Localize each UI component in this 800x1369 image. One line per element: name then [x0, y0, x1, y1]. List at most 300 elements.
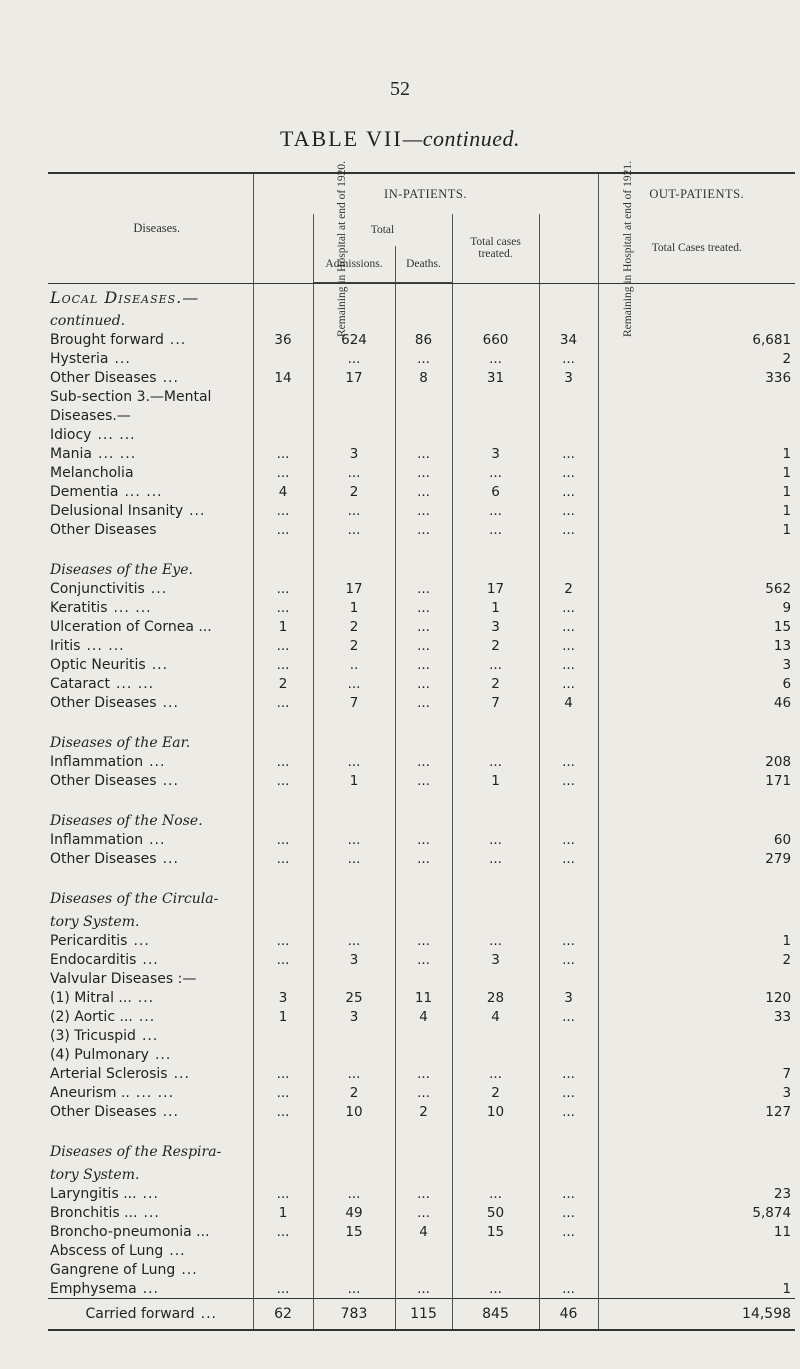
out-patients-header: OUT-PATIENTS.: [598, 173, 795, 214]
deaths-cell: [395, 539, 452, 556]
remaining-1921-cell: [539, 307, 598, 330]
remaining-1920-cell: 36: [253, 330, 313, 349]
row-label-text: Diseases.—: [50, 407, 131, 424]
row-label-text: Diseases of the Circula-: [50, 890, 219, 907]
deaths-cell: 115: [395, 1299, 452, 1331]
out-patients-cell: [598, 1260, 795, 1279]
row-label: [48, 931, 253, 950]
total-cases-cell: [452, 712, 539, 729]
admissions-cell: 1: [313, 771, 395, 790]
out-patients-cell: 60: [598, 830, 795, 849]
row-label: [48, 1083, 253, 1102]
table-row: [48, 830, 795, 849]
remaining-1920-cell: 1: [253, 1007, 313, 1026]
section-heading-row: [48, 908, 795, 931]
out-patients-cell: [598, 790, 795, 807]
remaining-1921-cell: ...: [539, 931, 598, 950]
table-row: [48, 368, 795, 387]
table-row: [48, 752, 795, 771]
row-label-leader-dots: ...: [142, 1280, 160, 1297]
row-label: [48, 307, 253, 330]
table-row: [48, 617, 795, 636]
row-label-leader-dots: ... ...: [113, 599, 152, 616]
remaining-1920-cell: ...: [253, 1279, 313, 1299]
total-cases-cell: 660: [452, 330, 539, 349]
remaining-1920-cell: [253, 1045, 313, 1064]
out-patients-cell: 2: [598, 950, 795, 969]
remaining-1920-cell: ...: [253, 830, 313, 849]
row-label-text: Other Diseases: [50, 521, 157, 538]
out-patients-cell: 9: [598, 598, 795, 617]
row-label: [48, 556, 253, 579]
total-cases-cell: ...: [452, 931, 539, 950]
total-cases-cell: ...: [452, 501, 539, 520]
remaining-1920-cell: 1: [253, 617, 313, 636]
remaining-1920-cell: [253, 712, 313, 729]
remaining-1920-cell: ...: [253, 598, 313, 617]
deaths-cell: ...: [395, 1184, 452, 1203]
admissions-cell: [313, 1026, 395, 1045]
remaining-1920-cell: ...: [253, 1222, 313, 1241]
total-cases-cell: 4: [452, 1007, 539, 1026]
row-label-leader-dots: ...: [141, 1027, 159, 1044]
row-label-text: Abscess of Lung: [50, 1242, 164, 1259]
admissions-cell: [313, 406, 395, 425]
row-label: [48, 1007, 253, 1026]
remaining-1921-cell: ...: [539, 1102, 598, 1121]
admissions-cell: [313, 908, 395, 931]
row-label: [48, 463, 253, 482]
disease-table: [48, 160, 795, 1331]
total-cases-cell: [452, 1241, 539, 1260]
admissions-cell: [313, 284, 395, 308]
deaths-cell: [395, 1045, 452, 1064]
row-label: [48, 885, 253, 908]
deaths-cell: 4: [395, 1222, 452, 1241]
remaining-1921-cell: [539, 1026, 598, 1045]
total-cases-cell: [452, 807, 539, 830]
out-patients-cell: 562: [598, 579, 795, 598]
remaining-1920-cell: ...: [253, 1064, 313, 1083]
table-row: [48, 1203, 795, 1222]
deaths-cell: [395, 790, 452, 807]
out-patients-cell: 1: [598, 482, 795, 501]
remaining-1920-cell: [253, 387, 313, 406]
remaining-1920-cell: [253, 969, 313, 988]
deaths-cell: ...: [395, 752, 452, 771]
remaining-1920-cell: [253, 1241, 313, 1260]
admissions-cell: ...: [313, 349, 395, 368]
admissions-cell: ...: [313, 830, 395, 849]
table-row: [48, 1064, 795, 1083]
row-label: [48, 729, 253, 752]
deaths-cell: 86: [395, 330, 452, 349]
deaths-cell: ...: [395, 501, 452, 520]
admissions-cell: [313, 387, 395, 406]
row-label: [48, 807, 253, 830]
remaining-1921-cell: [539, 969, 598, 988]
out-patients-cell: 13: [598, 636, 795, 655]
total-cases-cell: 845: [452, 1299, 539, 1331]
row-label-text: Other Diseases: [50, 369, 157, 386]
admissions-cell: [313, 1045, 395, 1064]
row-label: [48, 790, 253, 807]
total-cases-cell: 2: [452, 636, 539, 655]
remaining-1921-cell: ...: [539, 830, 598, 849]
remaining-1921-cell: [539, 908, 598, 931]
table-row: [48, 1026, 795, 1045]
total-cases-cell: 28: [452, 988, 539, 1007]
remaining-1920-cell: [253, 284, 313, 308]
out-patients-cell: [598, 1241, 795, 1260]
total-cases-cell: ...: [452, 520, 539, 539]
total-cases-cell: [452, 1121, 539, 1138]
total-cases-cell: ...: [452, 349, 539, 368]
row-label: [48, 693, 253, 712]
admissions-cell: 2: [313, 636, 395, 655]
admissions-cell: 3: [313, 444, 395, 463]
deaths-cell: [395, 807, 452, 830]
admissions-cell: [313, 307, 395, 330]
out-patients-cell: [598, 807, 795, 830]
admissions-cell: 49: [313, 1203, 395, 1222]
admissions-cell: ...: [313, 849, 395, 868]
row-label-text: Other Diseases: [50, 850, 157, 867]
remaining-1921-cell: ...: [539, 1083, 598, 1102]
remaining-1920-cell: [253, 406, 313, 425]
admissions-cell: [313, 1161, 395, 1184]
total-cases-cell: 3: [452, 444, 539, 463]
admissions-cell: [313, 885, 395, 908]
deaths-cell: [395, 284, 452, 308]
section-heading-row: [48, 1161, 795, 1184]
remaining-1921-cell: [539, 1138, 598, 1161]
admissions-cell: [313, 1260, 395, 1279]
deaths-cell: [395, 885, 452, 908]
section-heading-row: [48, 1138, 795, 1161]
admissions-cell: 25: [313, 988, 395, 1007]
table-row: [48, 693, 795, 712]
out-patients-cell: 11: [598, 1222, 795, 1241]
spacer-row: [48, 1121, 795, 1138]
remaining-1921-cell: [539, 1241, 598, 1260]
remaining-1920-cell: ...: [253, 931, 313, 950]
row-label-text: Diseases of the Ear.: [50, 734, 191, 751]
deaths-cell: [395, 1161, 452, 1184]
remaining-1920-cell: [253, 539, 313, 556]
deaths-cell: ...: [395, 931, 452, 950]
out-patients-cell: 1: [598, 931, 795, 950]
table-row: [48, 444, 795, 463]
deaths-cell: [395, 387, 452, 406]
out-patients-cell: 14,598: [598, 1299, 795, 1331]
remaining-1921-cell: ...: [539, 1007, 598, 1026]
deaths-cell: [395, 908, 452, 931]
row-label-leader-dots: ...: [162, 850, 179, 867]
table-row: [48, 406, 795, 425]
out-patients-cell: [598, 539, 795, 556]
out-patients-cell: 336: [598, 368, 795, 387]
total-cases-cell: [452, 387, 539, 406]
row-label: [48, 1138, 253, 1161]
row-label-text: Iritis: [50, 637, 81, 654]
row-label-text: Diseases of the Nose.: [50, 812, 203, 829]
total-cases-cell: [452, 425, 539, 444]
remaining-1920-cell: ...: [253, 463, 313, 482]
total-cases-cell: 15: [452, 1222, 539, 1241]
remaining-1921-header-text: Remaining in Hospital at end of 1921.: [621, 160, 634, 337]
deaths-cell: ...: [395, 520, 452, 539]
admissions-cell: 3: [313, 950, 395, 969]
out-patients-cell: [598, 425, 795, 444]
row-label-leader-dots: ...: [162, 772, 179, 789]
admissions-cell: 7: [313, 693, 395, 712]
row-label: [48, 1203, 253, 1222]
row-label-leader-dots: ...: [142, 1185, 159, 1202]
row-label-leader-dots: ...: [162, 369, 179, 386]
remaining-1920-cell: [253, 1161, 313, 1184]
remaining-1920-cell: ...: [253, 752, 313, 771]
out-patients-cell: 120: [598, 988, 795, 1007]
row-label-leader-dots: ...: [149, 753, 166, 770]
row-label-text: tory System.: [50, 1166, 140, 1183]
row-label-text: Inflammation: [50, 753, 144, 770]
remaining-1920-cell: ...: [253, 693, 313, 712]
section-heading-row: [48, 807, 795, 830]
out-patients-cell: 15: [598, 617, 795, 636]
remaining-1920-cell: [253, 1026, 313, 1045]
table-row: [48, 482, 795, 501]
table-title-main: TABLE VII: [279, 126, 403, 151]
out-total-cases-header: Total Cases treated.: [598, 214, 795, 283]
total-cases-cell: ...: [452, 655, 539, 674]
table-row: [48, 771, 795, 790]
row-label-leader-dots: ... ...: [124, 483, 163, 500]
deaths-cell: [395, 1260, 452, 1279]
remaining-1921-cell: [539, 1161, 598, 1184]
total-cases-cell: [452, 406, 539, 425]
table-row: [48, 501, 795, 520]
deaths-cell: ...: [395, 693, 452, 712]
remaining-1921-cell: ...: [539, 482, 598, 501]
remaining-1921-cell: ...: [539, 950, 598, 969]
row-label-text: Diseases of the Respira-: [50, 1143, 222, 1160]
out-patients-cell: 33: [598, 1007, 795, 1026]
remaining-1920-cell: [253, 307, 313, 330]
out-patients-cell: 127: [598, 1102, 795, 1121]
row-label: [48, 1161, 253, 1184]
out-patients-cell: 6,681: [598, 330, 795, 349]
row-label: [48, 1102, 253, 1121]
remaining-1921-cell: ...: [539, 752, 598, 771]
out-patients-cell: 171: [598, 771, 795, 790]
admissions-cell: 1: [313, 598, 395, 617]
totals-row: [48, 1299, 795, 1331]
admissions-cell: ...: [313, 931, 395, 950]
admissions-header: Admissions.: [313, 246, 395, 283]
row-label: [48, 617, 253, 636]
table-row: [48, 349, 795, 368]
row-label: [48, 674, 253, 693]
row-label-text: Arterial Sclerosis: [50, 1065, 168, 1082]
row-label: [48, 425, 253, 444]
deaths-cell: [395, 868, 452, 885]
table-row: [48, 655, 795, 674]
in-patients-header: IN-PATIENTS.: [253, 173, 598, 214]
remaining-1920-header-text: Remaining in Hospital at end of 1920.: [335, 160, 348, 337]
row-label-text: Aneurism ..: [50, 1084, 130, 1101]
admissions-cell: 2: [313, 617, 395, 636]
row-label: [48, 1064, 253, 1083]
deaths-cell: 8: [395, 368, 452, 387]
remaining-1921-cell: ...: [539, 598, 598, 617]
table-row: [48, 1260, 795, 1279]
table-row: [48, 988, 795, 1007]
admissions-cell: [313, 425, 395, 444]
deaths-cell: [395, 307, 452, 330]
admissions-cell: 624: [313, 330, 395, 349]
remaining-1921-cell: [539, 556, 598, 579]
deaths-cell: ...: [395, 617, 452, 636]
table-row: [48, 849, 795, 868]
deaths-cell: [395, 556, 452, 579]
deaths-cell: ...: [395, 950, 452, 969]
row-label-leader-dots: ...: [169, 1242, 186, 1259]
row-label-leader-dots: ...: [143, 1204, 160, 1221]
row-label-leader-dots: ... ...: [86, 637, 125, 654]
remaining-1921-cell: ...: [539, 444, 598, 463]
row-label: [48, 349, 253, 368]
out-patients-cell: 208: [598, 752, 795, 771]
row-label-text: Mania: [50, 445, 92, 462]
remaining-1920-cell: ...: [253, 655, 313, 674]
row-label-text: Other Diseases: [50, 1103, 157, 1120]
remaining-1920-cell: 14: [253, 368, 313, 387]
total-cases-cell: ...: [452, 752, 539, 771]
remaining-1921-cell: ...: [539, 636, 598, 655]
deaths-cell: [395, 406, 452, 425]
out-patients-cell: [598, 1161, 795, 1184]
row-label-text: Emphysema: [50, 1280, 137, 1297]
table-row: [48, 1045, 795, 1064]
remaining-1920-cell: [253, 807, 313, 830]
deaths-cell: 2: [395, 1102, 452, 1121]
remaining-1920-cell: ...: [253, 1184, 313, 1203]
remaining-1921-cell: ...: [539, 1222, 598, 1241]
row-label: [48, 539, 253, 556]
table-row: [48, 950, 795, 969]
row-label-text: tory System.: [50, 913, 140, 930]
row-label-leader-dots: ... ...: [97, 426, 136, 443]
out-patients-cell: [598, 1138, 795, 1161]
row-label-text: Other Diseases: [50, 772, 157, 789]
admissions-cell: [313, 790, 395, 807]
out-patients-cell: 23: [598, 1184, 795, 1203]
remaining-1920-cell: 62: [253, 1299, 313, 1331]
row-label-text: Laryngitis ...: [50, 1185, 137, 1202]
remaining-1920-cell: ...: [253, 1102, 313, 1121]
out-patients-cell: 6: [598, 674, 795, 693]
remaining-1920-cell: 4: [253, 482, 313, 501]
row-label: [48, 1299, 253, 1331]
total-cases-cell: 1: [452, 598, 539, 617]
row-label-leader-dots: ...: [200, 1306, 217, 1322]
total-cases-cell: [452, 307, 539, 330]
remaining-1921-cell: 2: [539, 579, 598, 598]
remaining-1921-cell: ...: [539, 617, 598, 636]
remaining-1921-cell: 4: [539, 693, 598, 712]
admissions-cell: 3: [313, 1007, 395, 1026]
row-label-text: Dementia: [50, 483, 119, 500]
table-row: [48, 1241, 795, 1260]
out-patients-cell: [598, 908, 795, 931]
disease-table-container: [48, 160, 795, 1331]
total-cases-cell: 31: [452, 368, 539, 387]
deaths-cell: [395, 1026, 452, 1045]
remaining-1920-cell: ...: [253, 849, 313, 868]
deaths-cell: ...: [395, 1279, 452, 1299]
remaining-1921-cell: ...: [539, 501, 598, 520]
remaining-1920-cell: [253, 1260, 313, 1279]
total-cases-cell: [452, 908, 539, 931]
admissions-cell: ...: [313, 1279, 395, 1299]
deaths-cell: ...: [395, 830, 452, 849]
row-label-text: Optic Neuritis: [50, 656, 146, 673]
table-body: [48, 284, 795, 1331]
out-patients-cell: [598, 969, 795, 988]
row-label: [48, 1184, 253, 1203]
deaths-header: Deaths.: [395, 246, 452, 283]
total-cases-cell: 3: [452, 617, 539, 636]
remaining-1920-cell: ...: [253, 520, 313, 539]
out-patients-cell: 1: [598, 501, 795, 520]
table-row: [48, 425, 795, 444]
table-row: [48, 636, 795, 655]
row-label-leader-dots: ... ...: [115, 675, 155, 692]
row-label-leader-dots: ...: [162, 694, 179, 711]
remaining-1920-cell: 1: [253, 1203, 313, 1222]
remaining-1921-cell: [539, 712, 598, 729]
row-label: [48, 849, 253, 868]
remaining-1920-cell: [253, 425, 313, 444]
deaths-cell: [395, 1138, 452, 1161]
table-row: [48, 387, 795, 406]
admissions-cell: 17: [313, 579, 395, 598]
total-cases-cell: [452, 1260, 539, 1279]
total-cases-cell: [452, 539, 539, 556]
remaining-1920-cell: [253, 868, 313, 885]
total-cases-cell: 1: [452, 771, 539, 790]
total-cases-cell: [452, 969, 539, 988]
out-patients-cell: [598, 387, 795, 406]
admissions-cell: 10: [313, 1102, 395, 1121]
row-label-leader-dots: ...: [169, 331, 187, 348]
row-label: [48, 752, 253, 771]
table-row: [48, 1222, 795, 1241]
row-label-text: Sub-section 3.—Mental: [50, 388, 212, 405]
table-row: [48, 1184, 795, 1203]
table-row: [48, 674, 795, 693]
remaining-1921-cell: [539, 1045, 598, 1064]
admissions-cell: [313, 556, 395, 579]
row-label: [48, 598, 253, 617]
remaining-1920-cell: [253, 1121, 313, 1138]
total-cases-cell: ...: [452, 1184, 539, 1203]
admissions-cell: ..: [313, 655, 395, 674]
row-label-leader-dots: ...: [154, 1046, 172, 1063]
admissions-cell: ...: [313, 1184, 395, 1203]
total-cases-cell: 3: [452, 950, 539, 969]
